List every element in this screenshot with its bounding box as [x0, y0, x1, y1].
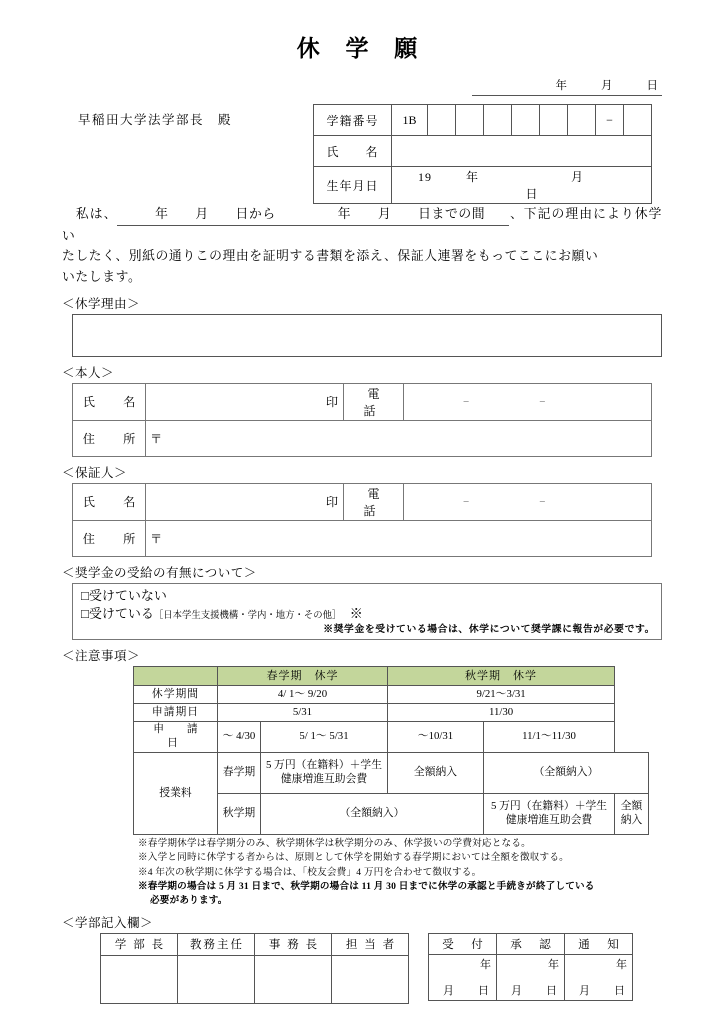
- person-tel-dash-2: −: [539, 395, 546, 408]
- student-id-digit-5[interactable]: [540, 105, 568, 136]
- student-id-digit-4[interactable]: [512, 105, 540, 136]
- faculty-sign-staff[interactable]: [332, 955, 409, 1003]
- notice-fee-sub-spring: 春学期: [218, 752, 261, 793]
- student-name-row: [314, 136, 652, 167]
- title-row: [0, 0, 724, 63]
- person-name-input[interactable]: 印: [146, 383, 344, 420]
- notice-row-deadline: [134, 704, 649, 722]
- section-header-person: ＜本人＞: [62, 365, 115, 380]
- notice-fee-spring-autumn: （全額納入）: [484, 752, 649, 793]
- student-id-dash-cell: −: [596, 105, 624, 136]
- receipt-date-notified[interactable]: [565, 954, 633, 1000]
- student-id-check-digit[interactable]: [624, 105, 652, 136]
- student-name-field[interactable]: [392, 136, 652, 167]
- body-line2: たしたく、別紙の通りこの理由を証明する書類を添え、保証人連署をもってここにお願い: [62, 249, 599, 264]
- person-tel-dash-1: −: [463, 395, 470, 408]
- section-header-notes: ＜注意事項＞: [62, 649, 141, 664]
- section-header-guarantor: ＜保証人＞: [62, 465, 128, 480]
- notice-fee-autumn-spring: （全額納入）: [261, 793, 484, 834]
- leave-reason-input[interactable]: [72, 314, 662, 357]
- faculty-sign-academic-chief[interactable]: [178, 955, 255, 1003]
- guarantor-address-row: [73, 520, 652, 556]
- submission-date-line[interactable]: [472, 77, 662, 96]
- student-name-label: 氏 名: [314, 136, 392, 167]
- notice-col-autumn: 秋学期 休学: [388, 667, 615, 686]
- admin-row: [0, 933, 724, 1013]
- notice-label-deadline: 申請期日: [134, 704, 218, 722]
- receipt-received-day: 日: [478, 984, 489, 997]
- section-header-scholarship: ＜奨学金の受給の有無について＞: [62, 565, 257, 580]
- receipt-header-received: 受 付: [429, 933, 497, 954]
- faculty-sign-office-chief[interactable]: [255, 955, 332, 1003]
- person-address-input[interactable]: 〒: [146, 420, 652, 456]
- footnotes-list: [138, 837, 658, 909]
- birth-month-label: 月: [571, 170, 585, 184]
- leave-period-blank-to[interactable]: 年 月 日までの間: [313, 204, 509, 226]
- receipt-approved-day: 日: [546, 984, 557, 997]
- faculty-approval-table: [100, 933, 409, 1004]
- scholarship-box: [72, 583, 662, 640]
- student-id-row: [314, 105, 652, 136]
- notice-fee-autumn-autumn-b: 全額納入: [615, 793, 649, 834]
- receipt-date-received[interactable]: [429, 954, 497, 1000]
- notice-row-period: [134, 686, 649, 704]
- guarantor-tel-label: 電 話: [344, 483, 404, 520]
- faculty-header-office-chief: 事 務 長: [255, 933, 332, 955]
- guarantor-tel-dash-2: −: [539, 495, 546, 508]
- student-birth-label: 生年月日: [314, 167, 392, 204]
- body-paragraph: [62, 204, 662, 288]
- scholarship-asterisk: ※: [349, 605, 363, 621]
- faculty-header-academic-chief: 教務主任: [178, 933, 255, 955]
- scholarship-option-none[interactable]: □受けていない: [81, 587, 167, 603]
- body-line3: いたします。: [62, 270, 142, 285]
- receipt-date-row: [429, 954, 633, 1000]
- leave-period-blank-from[interactable]: 年 月 日から: [117, 204, 313, 226]
- student-birth-field[interactable]: [392, 167, 652, 204]
- receipt-approved-year: 年: [548, 958, 559, 971]
- guarantor-address-input[interactable]: 〒: [146, 520, 652, 556]
- birth-era: 19: [417, 170, 432, 184]
- notice-period-autumn: 9/21〜3/31: [388, 686, 615, 704]
- faculty-header-row: [101, 933, 409, 955]
- person-name-label: 氏 名: [73, 383, 146, 420]
- notice-col-spring: 春学期 休学: [218, 667, 388, 686]
- footnote-4-cont: 必要があります。: [150, 895, 228, 907]
- person-table: [72, 383, 652, 457]
- guarantor-name-input[interactable]: 印: [146, 483, 344, 520]
- person-name-row: [73, 383, 652, 420]
- addressee: 早稲田大学法学部長 殿: [78, 113, 233, 127]
- footnote-2: ※入学と同時に休学する者からは、原則として休学を開始する春学期においては全額を徴収する。: [138, 852, 569, 864]
- faculty-signature-row: [101, 955, 409, 1003]
- notice-deadline-autumn: 11/30: [388, 704, 615, 722]
- body-line1-prefix: 私は、: [62, 207, 118, 221]
- student-id-prefix-cell[interactable]: 1B: [392, 105, 428, 136]
- guarantor-tel-dash-1: −: [463, 495, 470, 508]
- notice-apply-spring-b: 5/ 1〜 5/31: [261, 722, 388, 753]
- notice-fee-spring-spring-a: 5 万円（在籍料）＋学生健康増進互助会費: [261, 752, 388, 793]
- section-header-reason: ＜休学理由＞: [62, 296, 141, 311]
- scholarship-option-yes[interactable]: [81, 605, 655, 623]
- guarantor-address-label: 住 所: [73, 520, 146, 556]
- section-header-faculty: ＜学部記入欄＞: [62, 915, 154, 930]
- person-tel-label: 電 話: [344, 383, 404, 420]
- receipt-date-approved[interactable]: [497, 954, 565, 1000]
- faculty-header-staff: 担 当 者: [332, 933, 409, 955]
- student-id-digit-6[interactable]: [568, 105, 596, 136]
- receipt-approval-table: [428, 933, 633, 1001]
- receipt-received-month: 月: [443, 984, 454, 997]
- notice-apply-spring-a: 〜 4/30: [218, 722, 261, 753]
- notice-row-fee-spring: [134, 752, 649, 793]
- page-title: 休 学 願: [296, 36, 428, 61]
- date-day-label: 日: [646, 80, 658, 92]
- notice-deadline-spring: 5/31: [218, 704, 388, 722]
- person-tel-input[interactable]: [404, 383, 652, 420]
- notice-corner-cell: [134, 667, 218, 686]
- person-address-row: [73, 420, 652, 456]
- birth-year-label: 年: [465, 170, 479, 184]
- student-birth-row: [314, 167, 652, 204]
- scholarship-note: ※奨学金を受けている場合は、休学について奨学課に報告が必要です。: [323, 623, 655, 635]
- receipt-header-notified: 通 知: [565, 933, 633, 954]
- date-month-label: 月: [601, 80, 613, 92]
- faculty-sign-dean[interactable]: [101, 955, 178, 1003]
- date-year-label: 年: [555, 80, 567, 92]
- guarantor-table: [72, 483, 652, 557]
- guarantor-name-label: 氏 名: [73, 483, 146, 520]
- guarantor-tel-input[interactable]: [404, 483, 652, 520]
- scholarship-option-yes-label: □受けている: [81, 605, 154, 621]
- footnote-4: ※春学期の場合は 5 月 31 日まで、秋学期の場合は 11 月 30 日までに休学の承認と手続きが終了している: [138, 881, 595, 893]
- notice-table: [133, 666, 649, 835]
- notice-fee-spring-spring-b: 全額納入: [388, 752, 484, 793]
- receipt-received-year: 年: [480, 958, 491, 971]
- student-id-digit-2[interactable]: [456, 105, 484, 136]
- receipt-approved-month: 月: [511, 984, 522, 997]
- receipt-notified-month: 月: [579, 984, 590, 997]
- notice-fee-sub-autumn: 秋学期: [218, 793, 261, 834]
- notice-label-applyday: 申 請 日: [134, 722, 218, 753]
- receipt-notified-day: 日: [614, 984, 625, 997]
- notice-apply-autumn-a: 〜10/31: [388, 722, 484, 753]
- faculty-header-dean: 学 部 長: [101, 933, 178, 955]
- notice-header-row: [134, 667, 649, 686]
- notice-label-fee: 授業料: [134, 752, 218, 834]
- receipt-header-approved: 承 認: [497, 933, 565, 954]
- receipt-header-row: [429, 933, 633, 954]
- birth-day-label: 日: [525, 187, 539, 201]
- student-id-label: 学籍番号: [314, 105, 392, 136]
- notice-apply-autumn-b: 11/1〜11/30: [484, 722, 615, 753]
- student-id-digit-1[interactable]: [428, 105, 456, 136]
- notice-row-applyday: [134, 722, 649, 753]
- notice-label-period: 休学期間: [134, 686, 218, 704]
- footnote-1: ※春学期休学は春学期分のみ、秋学期休学は秋学期分のみ、休学扱いの学費対応となる。: [138, 837, 531, 849]
- body-line1-suffix: 、下記の理由により休学い: [62, 207, 662, 243]
- notice-fee-autumn-autumn-a: 5 万円（在籍料）＋学生健康増進互助会費: [484, 793, 615, 834]
- student-id-digit-3[interactable]: [484, 105, 512, 136]
- scholarship-types-bracket: ［日本学生支援機構・学内・地方・その他］: [153, 610, 337, 621]
- receipt-notified-year: 年: [616, 958, 627, 971]
- student-info-table: [313, 104, 652, 204]
- footnote-3: ※4 年次の秋学期に休学する場合は、「校友会費」4 万円を合わせて徴収する。: [138, 866, 482, 878]
- notice-period-spring: 4/ 1〜 9/20: [218, 686, 388, 704]
- person-address-label: 住 所: [73, 420, 146, 456]
- guarantor-name-row: [73, 483, 652, 520]
